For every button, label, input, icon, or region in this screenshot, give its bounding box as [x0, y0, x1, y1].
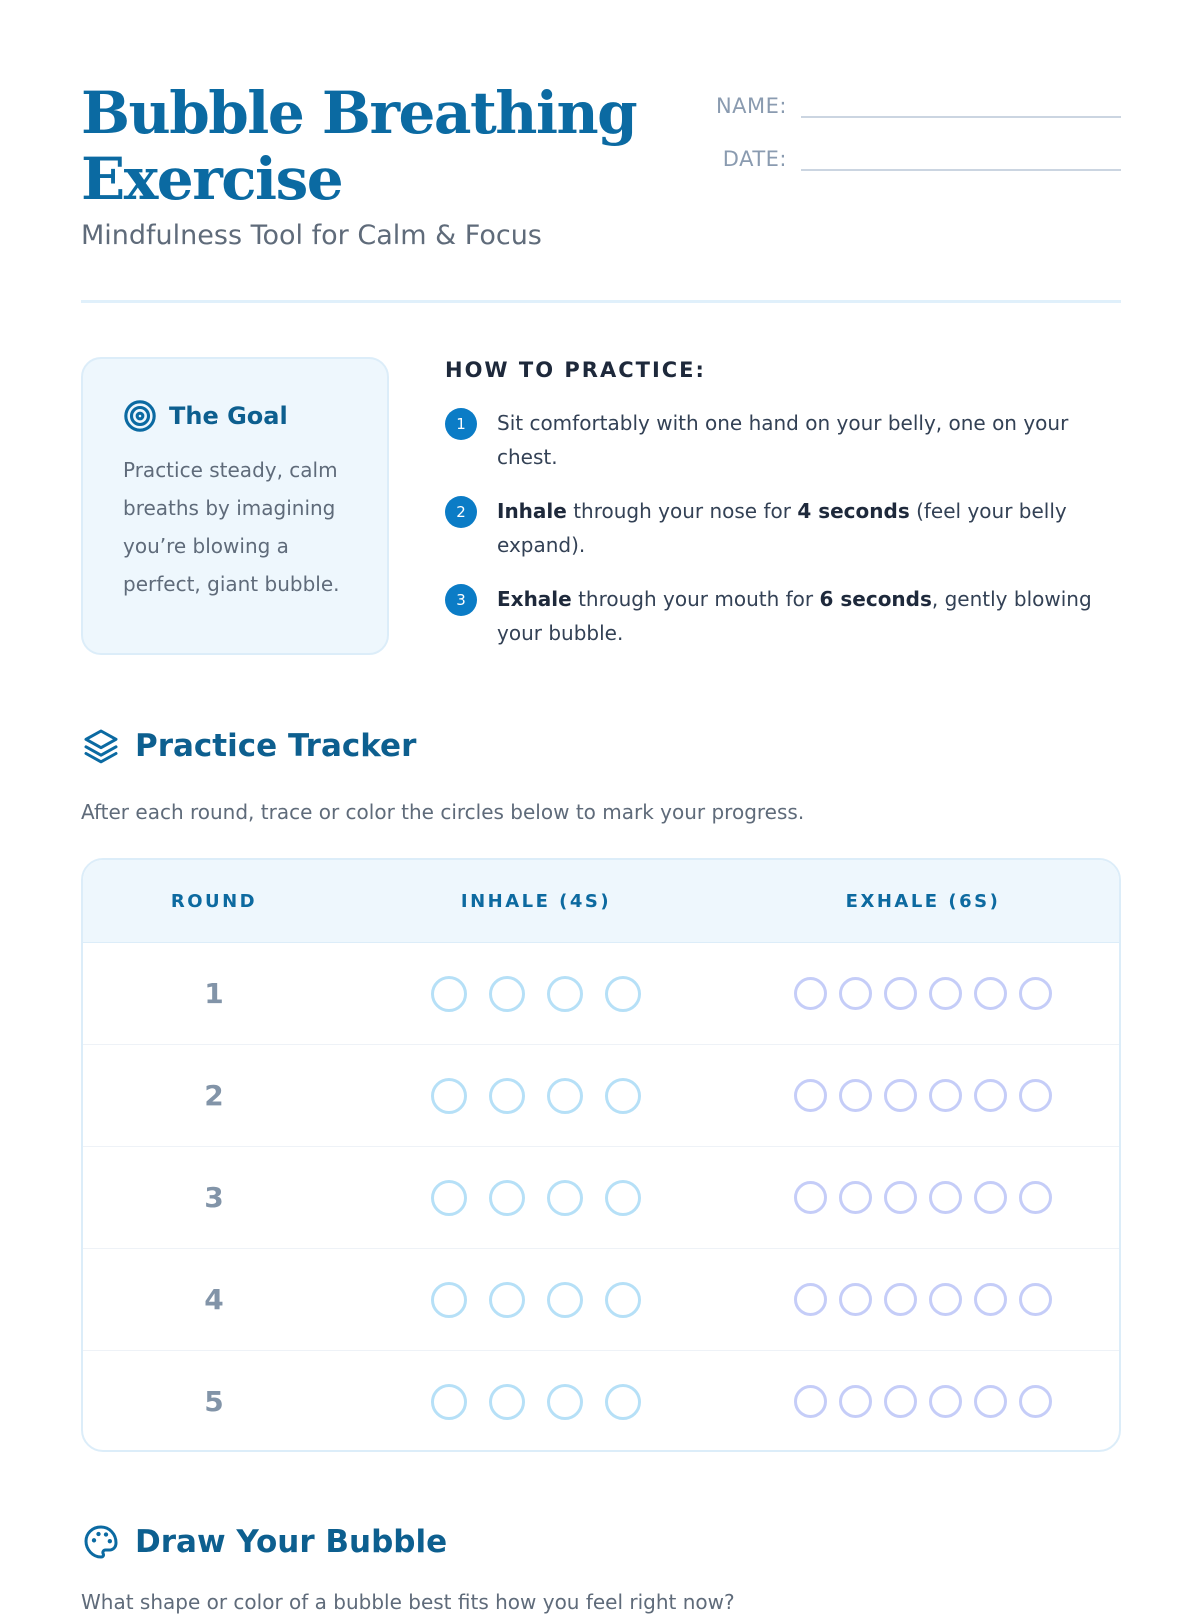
page-subtitle: Mindfulness Tool for Calm & Focus: [81, 220, 542, 251]
draw-title: Draw Your Bubble: [135, 1524, 448, 1560]
step-item: [445, 406, 1121, 474]
table-body: [83, 943, 1119, 1452]
draw-heading: [81, 1522, 447, 1562]
how-to-title: HOW TO PRACTICE:: [445, 358, 706, 382]
name-field: [699, 85, 1121, 118]
date-line[interactable]: [801, 138, 1121, 171]
step-item: [445, 582, 1121, 650]
round-number: 3: [204, 1181, 224, 1214]
inhale-column-header: INHALE (4S): [460, 890, 612, 912]
exhale-bubble[interactable]: [929, 1283, 962, 1316]
round-number: 4: [204, 1283, 224, 1316]
name-label: NAME:: [715, 94, 787, 118]
step-number: 1: [445, 408, 477, 440]
exhale-bubble[interactable]: [839, 1181, 872, 1214]
how-to-practice: [445, 358, 1121, 670]
tracker-table: [81, 858, 1121, 1452]
table-row: [83, 1249, 1119, 1351]
exhale-bubble[interactable]: [884, 1181, 917, 1214]
exhale-bubble[interactable]: [974, 977, 1007, 1010]
inhale-bubbles: [345, 1045, 727, 1146]
inhale-bubble[interactable]: [489, 1282, 525, 1318]
date-field: [699, 138, 1121, 171]
palette-icon: [81, 1522, 121, 1562]
exhale-bubble[interactable]: [974, 1079, 1007, 1112]
exhale-bubble[interactable]: [929, 1181, 962, 1214]
inhale-bubble[interactable]: [547, 1180, 583, 1216]
worksheet-page: [81, 0, 1121, 1614]
name-line[interactable]: [801, 85, 1121, 118]
exhale-bubble[interactable]: [974, 1385, 1007, 1418]
inhale-bubbles: [345, 1351, 727, 1452]
title-line-1: Bubble Breathing: [81, 79, 637, 147]
exhale-bubble[interactable]: [884, 977, 917, 1010]
exhale-bubble[interactable]: [1019, 1283, 1052, 1316]
inhale-bubble[interactable]: [489, 976, 525, 1012]
exhale-bubble[interactable]: [974, 1181, 1007, 1214]
inhale-bubble[interactable]: [489, 1078, 525, 1114]
exhale-bubble[interactable]: [929, 1079, 962, 1112]
round-number: 5: [204, 1385, 224, 1418]
inhale-bubble[interactable]: [431, 976, 467, 1012]
target-icon: [123, 399, 157, 433]
step-number: 2: [445, 496, 477, 528]
exhale-bubbles: [727, 1351, 1119, 1452]
step-number: 3: [445, 584, 477, 616]
layers-icon: [81, 726, 121, 766]
tracker-description: After each round, trace or color the circles below to mark your progress.: [81, 800, 805, 824]
inhale-bubble[interactable]: [431, 1180, 467, 1216]
inhale-bubble[interactable]: [489, 1180, 525, 1216]
inhale-bubble[interactable]: [605, 1282, 641, 1318]
exhale-bubble[interactable]: [929, 977, 962, 1010]
exhale-bubble[interactable]: [1019, 977, 1052, 1010]
inhale-bubble[interactable]: [605, 1078, 641, 1114]
goal-text: Practice steady, calm breaths by imagining you’re blowing a perfect, giant bubble.: [123, 458, 340, 596]
step-text: Sit comfortably with one hand on your belly, one on your chest.: [497, 411, 1069, 469]
exhale-bubble[interactable]: [794, 1181, 827, 1214]
exhale-bubble[interactable]: [794, 977, 827, 1010]
inhale-bubbles: [345, 943, 727, 1044]
goal-heading: [123, 399, 347, 433]
table-row: [83, 1045, 1119, 1147]
table-header: [83, 860, 1119, 943]
page-title: [81, 80, 636, 212]
table-row: [83, 943, 1119, 1045]
exhale-bubble[interactable]: [1019, 1385, 1052, 1418]
exhale-bubble[interactable]: [839, 977, 872, 1010]
inhale-bubble[interactable]: [431, 1282, 467, 1318]
date-label: DATE:: [722, 147, 787, 171]
inhale-bubble[interactable]: [547, 1384, 583, 1420]
header-divider: [81, 300, 1121, 303]
inhale-bubble[interactable]: [431, 1078, 467, 1114]
goal-card: [81, 357, 389, 655]
round-number: 2: [204, 1079, 224, 1112]
inhale-bubble[interactable]: [547, 976, 583, 1012]
exhale-bubble[interactable]: [839, 1283, 872, 1316]
round-number: 1: [204, 977, 224, 1010]
exhale-bubble[interactable]: [974, 1283, 1007, 1316]
goal-title: The Goal: [169, 402, 288, 430]
exhale-bubbles: [727, 943, 1119, 1044]
exhale-bubbles: [727, 1249, 1119, 1350]
exhale-bubble[interactable]: [929, 1385, 962, 1418]
table-row: [83, 1351, 1119, 1452]
exhale-bubble[interactable]: [1019, 1079, 1052, 1112]
tracker-heading: [81, 726, 416, 766]
inhale-bubble[interactable]: [547, 1282, 583, 1318]
inhale-bubbles: [345, 1249, 727, 1350]
inhale-bubbles: [345, 1147, 727, 1248]
exhale-bubble[interactable]: [839, 1385, 872, 1418]
step-text: Exhale through your mouth for 6 seconds, gently blowing your bubble.: [497, 587, 1092, 645]
inhale-bubble[interactable]: [605, 976, 641, 1012]
inhale-bubble[interactable]: [605, 1384, 641, 1420]
exhale-bubble[interactable]: [794, 1385, 827, 1418]
exhale-bubble[interactable]: [884, 1079, 917, 1112]
steps-list: [445, 406, 1121, 650]
round-column-header: ROUND: [170, 890, 258, 912]
table-row: [83, 1147, 1119, 1249]
draw-description: What shape or color of a bubble best fits how you feel right now?: [81, 1590, 735, 1614]
exhale-column-header: EXHALE (6S): [845, 890, 1001, 912]
inhale-bubble[interactable]: [547, 1078, 583, 1114]
tracker-title: Practice Tracker: [135, 728, 417, 764]
title-line-2: Exercise: [81, 145, 343, 213]
exhale-bubble[interactable]: [884, 1385, 917, 1418]
step-text: Inhale through your nose for 4 seconds (feel your belly expand).: [497, 499, 1067, 557]
exhale-bubbles: [727, 1147, 1119, 1248]
exhale-bubble[interactable]: [794, 1079, 827, 1112]
exhale-bubble[interactable]: [794, 1283, 827, 1316]
inhale-bubble[interactable]: [605, 1180, 641, 1216]
header: [81, 0, 1121, 300]
inhale-bubble[interactable]: [431, 1384, 467, 1420]
step-item: [445, 494, 1121, 562]
inhale-bubble[interactable]: [489, 1384, 525, 1420]
exhale-bubble[interactable]: [1019, 1181, 1052, 1214]
exhale-bubbles: [727, 1045, 1119, 1146]
exhale-bubble[interactable]: [884, 1283, 917, 1316]
exhale-bubble[interactable]: [839, 1079, 872, 1112]
